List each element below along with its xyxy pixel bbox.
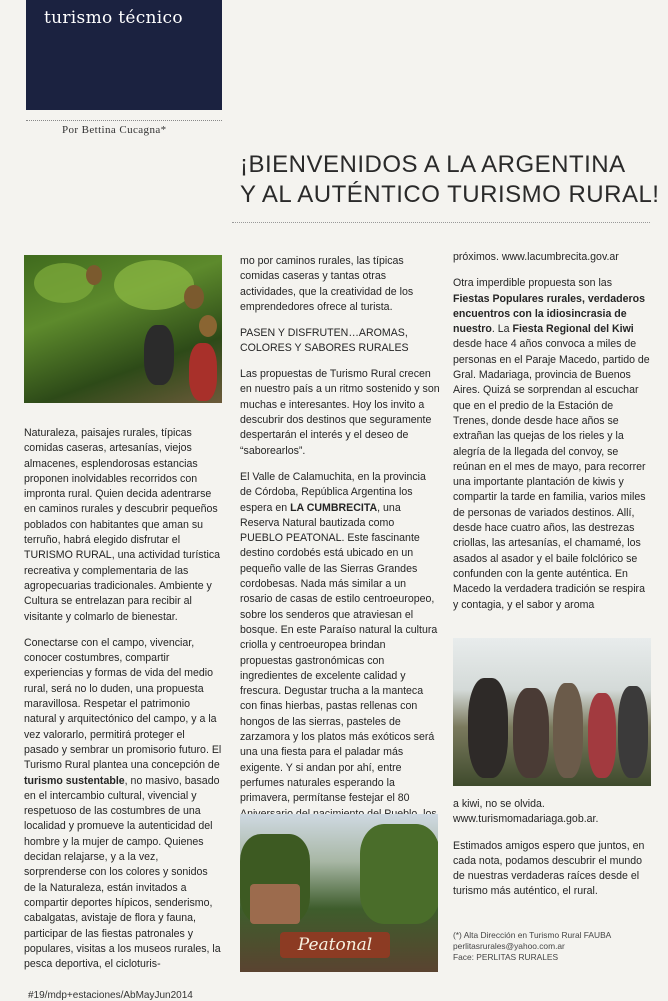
person-shape (588, 693, 616, 778)
byline-divider (26, 120, 222, 121)
footnote-line: Face: PERLITAS RURALES (453, 952, 559, 962)
paragraph: Estimados amigos espero que juntos, en cada nota, podamos descubrir el mundo de nuestras verdaderas raíces desde el turismo más auténtico, el rural. (453, 839, 645, 898)
author-footnote (453, 930, 653, 963)
section-label: turismo técnico (44, 8, 183, 28)
headline-line-2: Y AL AUTÉNTICO TURISMO RURAL! (240, 181, 660, 208)
person-shape (553, 683, 583, 778)
headline-divider (232, 222, 650, 223)
kiwi-fruit-shape (86, 265, 102, 285)
festival-crowd-photo (453, 638, 651, 786)
person-shape (513, 688, 549, 778)
column-3-continued (453, 797, 651, 911)
person-shape (189, 343, 217, 401)
peatonal-sign-photo (240, 814, 438, 972)
house-shape (250, 884, 300, 924)
peatonal-sign: Peatonal (280, 932, 390, 958)
paragraph (453, 276, 651, 613)
column-1 (24, 426, 222, 983)
paragraph: próximos. www.lacumbrecita.gov.ar (453, 251, 619, 263)
paragraph: Naturaleza, paisajes rurales, típicas comidas caseras, artesanías, viejos almacenes, esplendorosas estancias proponen inolvidables recorridos con impronta rural. Quien decida adentrarse en caminos rurales y descubrir pequeños poblados con habitantes que aman su terruño, habrá elegido disfrutar el TURISMO RURAL, una actividad turística recreativa y complementaria de las agropecuarias tradicionales. Ambiente y Cultura se entrelazan para recibir al visitante y colmarlo de bienestar. (24, 427, 221, 623)
column-3 (453, 250, 651, 624)
section-header-box (26, 0, 222, 110)
text-run: El Valle de Calamuchita, en la provincia de Córdoba, República Argentina los espera en (240, 470, 426, 514)
paragraph (24, 636, 222, 973)
page-footer: #19/mdp+estaciones/AbMayJun2014 (28, 990, 193, 1001)
paragraph: mo por caminos rurales, las típicas comidas caseras y tantas otras actividades, que la creatividad de los emprendedores ofrece al turista. (240, 255, 414, 313)
bold-text: turismo sustentable (24, 774, 125, 787)
bold-text: LA CUMBRECITA (290, 501, 378, 514)
text-run: desde hace 4 años convoca a miles de personas en el Paraje Macedo, partido de Gral. Madariaga, provincia de Buenos Aires. Quizá se sorprendan al escuchar que en el predio de la Estación de Trenes, donde desde hace años se extrañan las quejas de los rieles y la alegría de la llegada del convoy, se reúnan en el mes de mayo, para recorrer una importante plantación de kiwis y compartir la tarde en familia, varios miles de personas de variados destinos. Allí, desde hace cuatro años, las destrezas criollas, las artesanías, el chamamé, los asados al asador y el baile folclórico se confunden con la gente auténtica. En Macedo la verdadera tradición se respira y contagia, y el sabor y aroma (453, 338, 650, 611)
bold-text: Fiesta Regional del Kiwi (512, 323, 634, 336)
leaf-shape (34, 263, 94, 303)
footnote-line: (*) Alta Dirección en Turismo Rural FAUBA (453, 930, 612, 940)
paragraph (240, 470, 440, 837)
subheading: PASEN Y DISFRUTEN…AROMAS, COLORES Y SABORES RURALES (240, 327, 409, 355)
byline: Por Bettina Cucagna* (62, 124, 167, 136)
text-run: Otra imperdible propuesta son las (453, 277, 612, 290)
person-shape (144, 325, 174, 385)
person-shape (618, 686, 648, 778)
text-run: . La (491, 323, 513, 336)
paragraph: a kiwi, no se olvida. www.turismomadariaga.gob.ar. (453, 798, 599, 826)
leaf-shape (114, 260, 194, 310)
article-headline (240, 150, 660, 210)
tree-shape (360, 824, 438, 924)
kiwi-plantation-photo (24, 255, 222, 403)
text-run: , no masivo, basado en el intercambio cultural, vivencial y respetuoso de las costumbres de una localidad y promueve la autenticidad del hombre y la mujer de campo. Quienes decidan relajarse, y a la vez, sorprenderse con los colores y sonidos de la Naturaleza, están invitados a compartir deportes hípicos, senderismo, cabalgatas, avistaje de flora y fauna, participar de las fiestas patronales y populares, visitas a los museos rurales, la pesca deportiva, el cicloturis- (24, 774, 221, 971)
kiwi-fruit-shape (199, 315, 217, 337)
text-run: Conectarse con el campo, vivenciar, conocer costumbres, compartir experiencias y formas de vida del medio rural, será no lo duden, una propuesta maravillosa. Respetar el patrimonio natural y arquitectónico del campo, y a la vez valorarlo, permitirá proteger el pasado y sembrar un promisorio futuro. El Turismo Rural plantea una concepción de (24, 636, 222, 772)
text-run: , una Reserva Natural bautizada como PUEBLO PEATONAL. Este fascinante destino cordobés está ubicado en un pequeño valle de las Sierras Grandes cordobesas. Nada más similar a un rosario de casas de estilo centroeuropeo, sobre los senderos que atraviesan el bosque. En este Paraíso natural la cultura criolla y centroeuropea brindan propuestas gastronómicas con ingredientes de excelente calidad y frescura. Degustar trucha a la manteca con finas hierbas, pastas rellenas con hongos de las sierras, pasteles de zarzamora y los platos más exóticos será una una fiesta para el paladar más exigente. Y si andan por ahí, entre perfumes naturales esperando la primavera, permítanse festejar el 80 (240, 501, 438, 805)
bold-text: Fiestas Populares rurales, verdaderos encuentros con la idiosincrasia de nuestro (453, 292, 645, 336)
footnote-email: perlitasrurales@yahoo.com.ar (453, 941, 565, 951)
kiwi-fruit-shape (184, 285, 204, 309)
headline-line-1: ¡BIENVENIDOS A LA ARGENTINA (240, 151, 626, 178)
person-shape (468, 678, 508, 778)
paragraph: Las propuestas de Turismo Rural crecen en nuestro país a un ritmo sostenido y son muchas e interesantes. Hoy los invito a descubrir dos destinos que seguramente despertarán el interés y el deseo de “saborearlos”. (240, 368, 440, 457)
column-2 (240, 254, 440, 848)
